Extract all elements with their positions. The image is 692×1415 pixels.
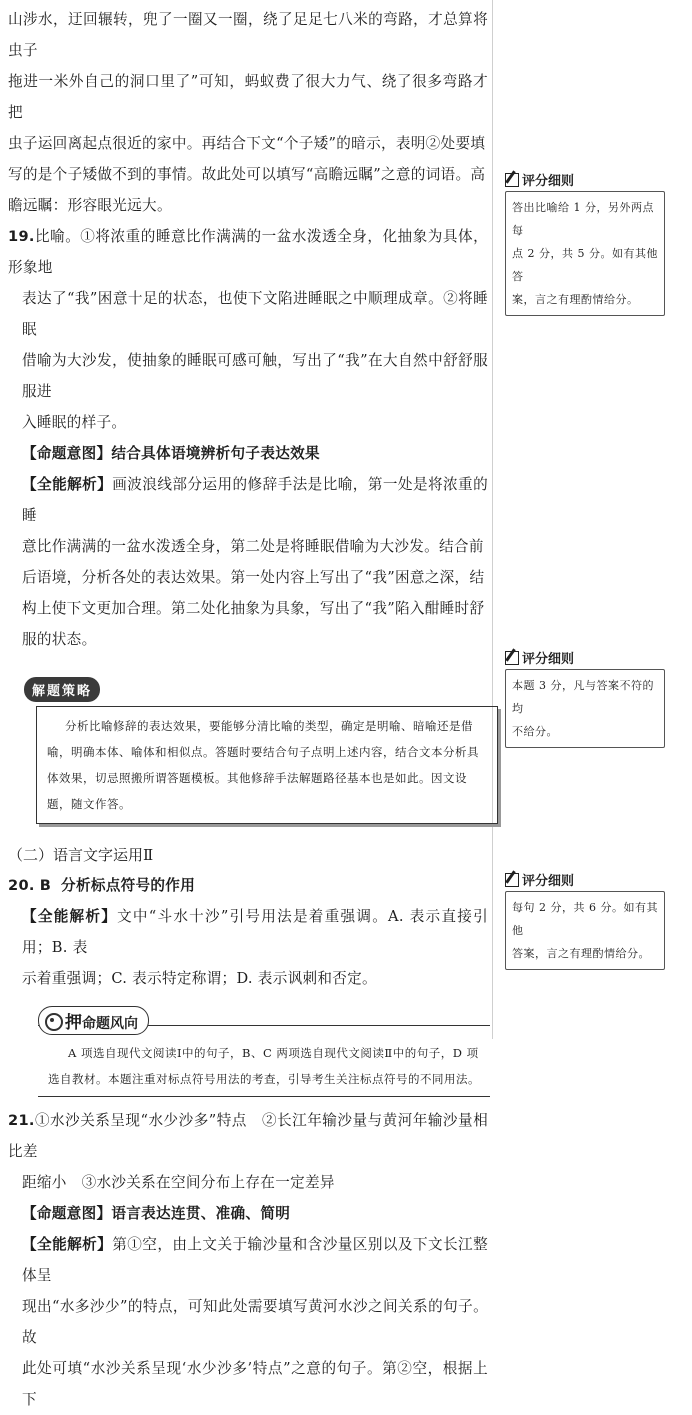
text-line: 瞻远瞩：形容眼光远大。 <box>8 197 172 214</box>
text-line: 借喻为大沙发，使抽象的睡眠可感可触，写出了“我”在大自然中舒舒服服进 <box>22 352 488 400</box>
text-line: 案，言之有理酌情给分。 <box>512 293 639 306</box>
text-line: 构上使下文更加合理。第二处化抽象为具象，写出了“我”陷入酣睡时舒 <box>22 600 485 617</box>
text-line: 意比作满满的一盆水泼透全身，第二处是将睡眠借喻为大沙发。结合前 <box>22 538 484 555</box>
section-title: （二）语言文字运用Ⅱ <box>8 846 154 864</box>
text-line: 山涉水，迂回辗转，兜了一圈又一圈，绕了足足七八米的弯路，才总算将虫子 <box>8 11 488 59</box>
text-line: 体效果，切忌照搬所谓答题模板。其他修辞手法解题路径基本也是如此。因文设 <box>47 771 467 785</box>
text-line: 点 2 分，共 5 分。如有其他答 <box>512 247 658 283</box>
scoring-note-21 <box>505 870 665 970</box>
question-19 <box>8 221 488 655</box>
text-line: 现出“水多沙少”的特点，可知此处需要填写黄河水沙之间关系的句子。故 <box>22 1298 488 1346</box>
pen-icon <box>505 873 519 887</box>
scoring-note-20 <box>505 648 665 748</box>
answer: B <box>39 877 52 894</box>
pen-icon <box>505 651 519 665</box>
text-line: 【全能解析】第①空，由上文关于输沙量和含沙量区别以及下文长江整体呈 <box>22 1236 488 1284</box>
text-line: 距缩小 ③水沙关系在空间分布上存在一定差异 <box>22 1174 335 1191</box>
pen-icon <box>505 173 519 187</box>
text-line: 分析比喻修辞的表达效果，要能够分清比喻的类型，确定是明喻、暗喻还是借 <box>65 719 473 733</box>
text-line: 写的是个子矮做不到的事情。故此处可以填写“高瞻远瞩”之意的词语。高 <box>8 166 486 183</box>
text-line: 拖进一米外自己的洞口里了”可知，蚂蚁费了很大力气、绕了很多弯路才把 <box>8 73 488 121</box>
column-divider <box>492 0 493 1039</box>
text-line: 示着重强调；C. 表示特定称谓；D. 表示讽刺和否定。 <box>22 970 377 987</box>
scoring-tag: 评分细则 <box>505 870 665 889</box>
text-line: 每句 2 分，共 6 分。如有其他 <box>512 901 658 937</box>
intent-line: 【命题意图】结合具体语境辨析句子表达效果 <box>22 445 320 462</box>
intent-line: 【命题意图】语言表达连贯、准确、简明 <box>22 1205 291 1222</box>
text-line: 20. B 分析标点符号的作用 <box>8 877 196 894</box>
question-number: 21. <box>8 1112 35 1129</box>
intro-paragraph <box>8 4 488 221</box>
question-number: 20. <box>8 877 35 894</box>
scoring-box <box>505 891 665 970</box>
text-line: 19.比喻。①将浓重的睡意比作满满的一盆水泼透全身，化抽象为具体，形象地 <box>8 228 488 276</box>
scoring-tag: 评分细则 <box>505 170 665 189</box>
scoring-box <box>505 191 665 316</box>
text-line: 入睡眠的样子。 <box>22 414 127 431</box>
text-line: 此处可填“水沙关系呈现‘水少沙多’特点”之意的句子。第②空，根据上下 <box>22 1360 488 1408</box>
direction-tag: 押命题风向 <box>38 1006 149 1035</box>
text-line: 答出比喻给 1 分，另外两点每 <box>512 201 654 237</box>
text-line: 【全能解析】画波浪线部分运用的修辞手法是比喻，第一处是将浓重的睡 <box>22 476 488 524</box>
text-line: 答案，言之有理酌情给分。 <box>512 947 650 960</box>
text-line: 题，随文作答。 <box>47 797 131 811</box>
scoring-box <box>505 669 665 748</box>
question-20 <box>8 870 488 994</box>
scoring-tag: 评分细则 <box>505 648 665 667</box>
direction-block <box>38 1006 490 1097</box>
question-21 <box>8 1105 488 1415</box>
text-line: A 项选自现代文阅读Ⅰ中的句子，B、C 两项选自现代文阅读Ⅱ中的句子，D 项 <box>68 1046 479 1060</box>
question-number: 19. <box>8 228 35 245</box>
text-line: 本题 3 分，凡与答案不符的均 <box>512 679 654 715</box>
strategy-block <box>24 677 488 824</box>
direction-box <box>38 1025 490 1097</box>
text-line: 虫子运回离起点很近的家中。再结合下文“个子矮”的暗示，表明②处要填 <box>8 135 486 152</box>
text-line: 表达了“我”困意十足的状态，也使下文陷进睡眠之中顺理成章。②将睡眠 <box>22 290 488 338</box>
text-line: 后语境，分析各处的表达效果。第一处内容上写出了“我”困意之深，结 <box>22 569 485 586</box>
text-line: 喻，明确本体、喻体和相似点。答题时要结合句子点明上述内容，结合文本分析具 <box>47 745 479 759</box>
strategy-box <box>36 706 498 824</box>
text-line: 21.①水沙关系呈现“水少沙多”特点 ②长江年输沙量与黄河年输沙量相比差 <box>8 1112 488 1160</box>
target-icon <box>45 1013 63 1031</box>
main-column <box>8 4 488 1415</box>
text-line: 选自教材。本题注重对标点符号用法的考查，引导考生关注标点符号的不同用法。 <box>48 1072 480 1086</box>
text-line: 【全能解析】文中“斗水十沙”引号用法是着重强调。A. 表示直接引用；B. 表 <box>22 908 488 956</box>
strategy-tag: 解题策略 <box>24 677 100 702</box>
text-line: 不给分。 <box>512 725 558 738</box>
scoring-note-19 <box>505 170 665 316</box>
text-line: 服的状态。 <box>22 631 97 648</box>
